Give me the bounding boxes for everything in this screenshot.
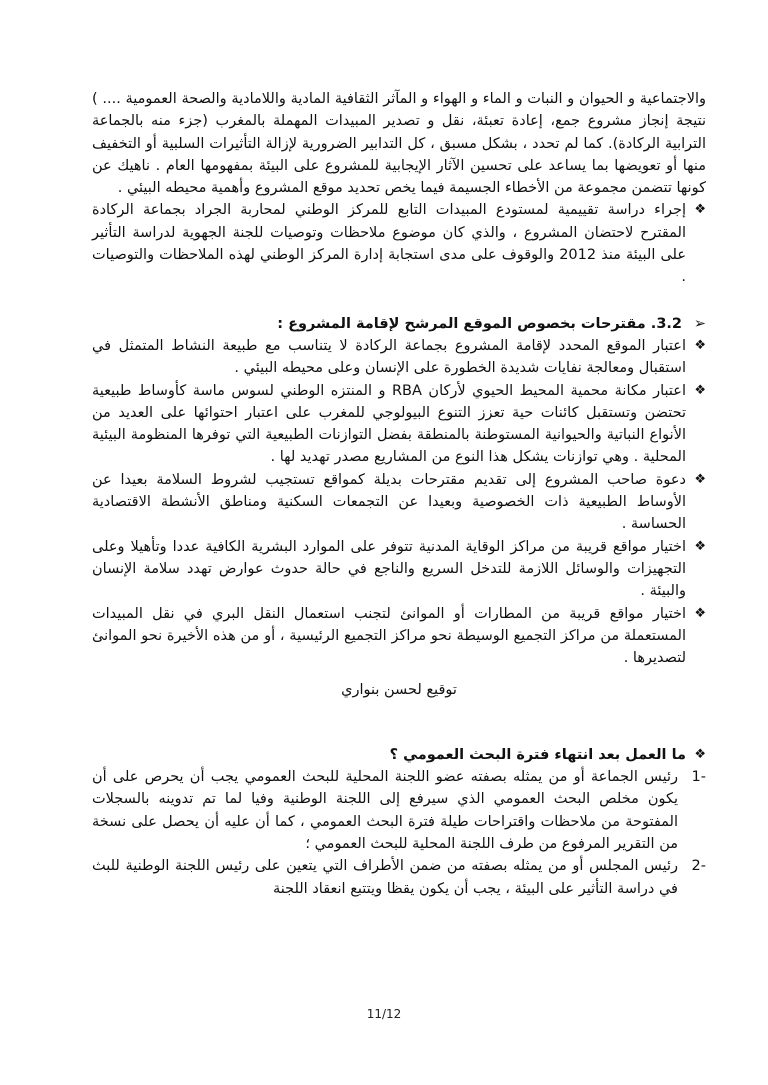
- numbered-item: [92, 766, 706, 855]
- question-title: ما العمل بعد انتهاء فترة البحث العمومي ؟: [389, 746, 686, 763]
- diamond-bullet-icon: ❖: [694, 202, 706, 218]
- diamond-bullet-icon: ❖: [694, 538, 706, 554]
- signature: توقيع لحسن بنواري: [341, 682, 457, 699]
- list-item-text: إجراء دراسة تقييمية لمستودع المبيدات التابع للمركز الوطني لمحاربة الجراد بجماعة الركادة المقترح لاحتضان المشروع ، والذي كان موضوع ملاحظات وتوصيات للجنة الجهوية لدراسة التأثير على البيئة منذ 2012 والوقوف على مدى استجابة إدارة المركز الوطني لهذه الملاحظات والتوصيات .: [92, 202, 686, 286]
- section-heading: [92, 313, 706, 335]
- item-number: -2: [691, 858, 706, 875]
- list-item-text: اعتبار الموقع المحدد لإقامة المشروع بجماعة الركادة لا يتناسب مع طبيعة النشاط المتمثل في استقبال ومعالجة نفايات شديدة الخطورة على الإنسان وعلى محيطه البيئي .: [92, 337, 686, 377]
- list-item-text: اختيار مواقع قريبة من المطارات أو الموانئ لتجنب استعمال النقل البري في نقل المبيدات المستعملة من مراكز التجميع الوسيطة نحو مراكز التجميع الرئيسية ، أو من هذه الأخيرة نحو الموانئ لتصديرها .: [92, 605, 686, 667]
- page-number: 11/12: [366, 1007, 402, 1021]
- intro-paragraph: والاجتماعية و الحيوان و النبات و الماء و الهواء و المآثر الثقافية المادية واللامادية والصحة العمومية .... ) نتيجة إنجاز مشروع جمع، إعادة تعبئة، نقل و تصدير المبيدات المهملة بالمغرب (جزء منه بالجماعة الترابية الركادة). كما لم تحدد ، بشكل مسبق ، كل التدابير الضرورية لإزالة التأثيرات السلبية أو التخفيف منها أو تعويضها بما يساعد على تحسين الآثار الإيجابية للمشروع على البيئة بمفهومها العام . ناهيك عن كونها تتضمن مجموعة من الأخطاء الجسيمة فيما يخص تحديد موقع المشروع وأهمية محيطه البيئي .: [92, 91, 706, 197]
- diamond-bullet-icon: ❖: [694, 605, 706, 621]
- item-number: -1: [691, 769, 706, 786]
- section-title: 3.2. مقترحات بخصوص الموقع المرشح لإقامة المشروع :: [277, 315, 682, 332]
- document-body: [92, 88, 706, 900]
- list-item: [92, 603, 706, 670]
- list-item: [92, 536, 706, 603]
- list-item: [92, 380, 706, 469]
- list-item: [92, 199, 706, 288]
- list-item-text: اعتبار مكانة محمية المحيط الحيوي لأركان RBA و المنتزه الوطني لسوس ماسة كأوساط طبيعية تحتضن وتستقبل كائنات حية تعزز التنوع البيولوجي للمغرب على اعتبار احتوائها على العديد من الأنواع النباتية والحيوانية المستوطنة بالمنطقة بفضل التوازنات الطبيعية التي توفرها المنظومة البيئية المحلية . وهي توازنات يشكل هذا النوع من المشاريع مصدر تهديد لها .: [92, 382, 686, 466]
- numbered-item: [92, 855, 706, 900]
- diamond-bullet-icon: ❖: [694, 746, 706, 762]
- question-heading: [92, 744, 706, 766]
- numbered-item-text: رئيس المجلس أو من يمثله بصفته من ضمن الأطراف التي يتعين على رئيس اللجنة الوطنية للبث في دراسة التأثير على البيئة ، يجب أن يكون يقظا ويتتبع انعقاد اللجنة: [92, 858, 678, 897]
- list-item: [92, 335, 706, 380]
- list-item: [92, 469, 706, 536]
- diamond-bullet-icon: ❖: [694, 382, 706, 398]
- diamond-bullet-icon: ❖: [694, 337, 706, 353]
- list-item-text: اختيار مواقع قريبة من مراكز الوقاية المدنية تتوفر على الموارد البشرية الكافية عددا وتأهيلا وعلى التجهيزات والوسائل اللازمة للتدخل السريع والناجع في حالة حدوث عوارض تهدد سلامة الإنسان والبيئة .: [92, 538, 686, 600]
- diamond-bullet-icon: ❖: [694, 471, 706, 487]
- list-item-text: دعوة صاحب المشروع إلى تقديم مقترحات بديلة كمواقع تستجيب لشروط السلامة بعيدا عن الأوساط الطبيعية ذات الخصوصية وبعيدا عن التجمعات السكنية ومناطق الأنشطة الاقتصادية الحساسة .: [92, 471, 686, 533]
- numbered-item-text: رئيس الجماعة أو من يمثله بصفته عضو اللجنة المحلية للبحث العمومي يجب أن يحرص على أن يكون مخلص البحث العمومي الذي سيرفع إلى اللجنة الوطنية وفيا لما تم تدوينه بالسجلات المفتوحة من ملاحظات واقتراحات طيلة فترة البحث العمومي ، كما أن عليه أن يحصل على نسخة من التقرير المرفوع من طرف اللجنة المحلية للبحث العمومي ؛: [92, 769, 678, 852]
- arrow-bullet-icon: ➢: [693, 315, 706, 332]
